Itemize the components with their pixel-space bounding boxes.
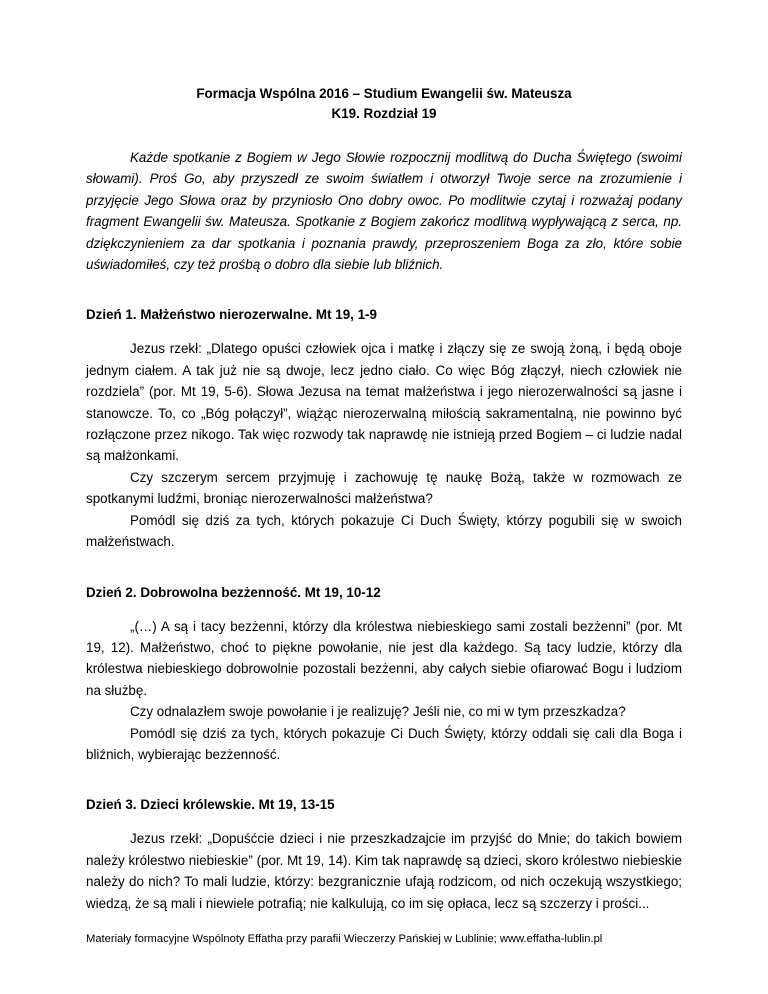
day-prayer: Pomódl się dziś za tych, których pokazuje Ci Duch Święty, którzy oddali się cali dla Boga i bliźnich, wybierając bezżenność. — [86, 725, 682, 762]
day-question: Czy szczerym sercem przyjmuję i zachowuję tę naukę Bożą, także w rozmowach ze spotkanymi ludźmi, broniąc nierozerwalności małżeństwa? — [86, 469, 682, 507]
day-paragraph: „(…) A są i tacy bezżenni, którzy dla królestwa niebieskiego sami zostali bezżenni” (por. Mt 19, 12). Małżeństwo, choć to piękne powołanie, nie jest dla każdego. Są tacy ludzie, którzy dla królestwa niebieskiego dobrowolnie pozostali bezżenni, aby całych siebie ofiarować Bogu i ludziom na służbę. — [86, 618, 682, 698]
day-prayer: Pomódl się dziś za tych, których pokazuje Ci Duch Święty, którzy pogubili się w swoich małżeństwach. — [86, 512, 682, 550]
day-heading: Dzień 2. Dobrowolna bezżenność. Mt 19, 10-12 — [86, 584, 381, 600]
page-footer: Materiały formacyjne Wspólnoty Effatha przy parafii Wieczerzy Pańskiej w Lublinie; www.effatha-lublin.pl — [86, 933, 603, 945]
day-paragraph: Jezus rzekł: „Dopuśćcie dzieci i nie przeszkadzajcie im przyjść do Mnie; do takich bowiem należy królestwo niebieskie” (por. Mt 19, 14). Kim tak naprawdę są dzieci, skoro królestwo niebieskie należy do nich? To mali ludzie, którzy: bezgranicznie ufają rodzicom, od nich oczekują wszystkiego; wiedzą, że są mali i niewiele potrafią; nie kalkulują, co im się opłaca, lecz są szczerzy i prości... — [86, 831, 682, 911]
document-title: Formacja Wspólna 2016 – Studium Ewangelii św. Mateusza — [196, 86, 572, 101]
document-subtitle: K19. Rozdział 19 — [331, 106, 437, 121]
day-paragraph: Jezus rzekł: „Dlatego opuści człowiek ojca i matkę i złączy się ze swoją żoną, i będą oboje jednym ciałem. A tak już nie są dwoje, lecz jedno ciało. Co więc Bóg złączył, niech człowiek nie rozdziela” (por. Mt 19, 5-6). Słowa Jezusa na temat małżeństwa i jego nierozerwalności są jasne i stanowcze. To, co „Bóg połączył”, wiążąc nierozerwalną miłością sakramentalną, nie powinno być rozłączone przez nikogo. Tak więc rozwody tak naprawdę nie istnieją przed Bogiem – ci ludzie nadal są małżonkami. — [86, 341, 682, 464]
day-heading: Dzień 1. Małżeństwo nierozerwalne. Mt 19, 1-9 — [86, 307, 377, 323]
day-section-1 — [86, 305, 682, 552]
day-heading: Dzień 3. Dzieci królewskie. Mt 19, 13-15 — [86, 797, 335, 813]
day-question: Czy odnalazłem swoje powołanie i je realizuję? Jeśli nie, co mi w tym przeszkadza? — [130, 704, 626, 720]
day-section-2 — [86, 583, 682, 766]
day-section-3 — [86, 795, 682, 914]
intro-paragraph: Każde spotkanie z Bogiem w Jego Słowie rozpocznij modlitwą do Ducha Świętego (swoimi słowami). Proś Go, aby przyszedł ze swoim światłem i otworzył Twoje serce na zrozumienie i przyjęcie Jego Słowa oraz by przyniosło Ono dobry owoc. Po modlitwie czytaj i rozważaj podany fragment Ewangelii św. Mateusza. Spotkanie z Bogiem zakończ modlitwą wypływającą z serca, np. dziękczynieniem za dar spotkania i poznania prawdy, przeproszeniem Boga za zło, które sobie uświadomiłeś, czy też prośbą o dobro dla siebie lub bliźnich. — [86, 150, 682, 273]
